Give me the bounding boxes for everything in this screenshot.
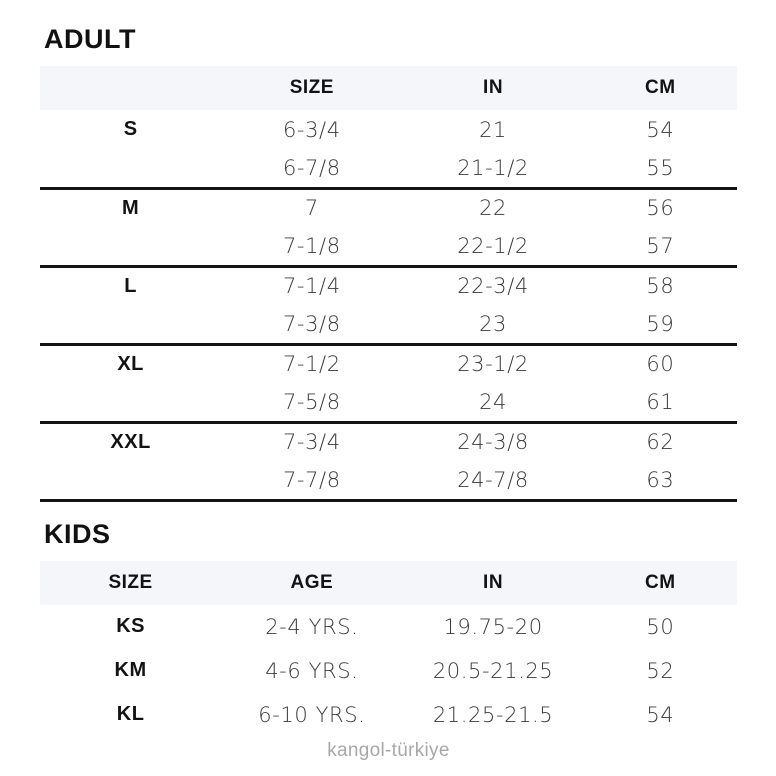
cell-cm: 56 [646,196,675,221]
size-label-kl: KL [116,703,145,725]
size-label-xxl: XXL [110,430,151,453]
cell-size: 6-3/4 [282,117,341,142]
size-label-xl: XL [117,352,144,375]
table-row [40,188,737,227]
cell-cm: 55 [584,149,737,188]
cell-size: 7-7/8 [221,461,402,500]
kids-header-in: IN [483,571,504,593]
cell-size: 6-7/8 [221,149,402,188]
cell-in: 19.75-20 [443,614,543,639]
cell-cm: 54 [646,117,675,142]
size-label-l: L [124,274,137,297]
adult-header-cm: CM [645,77,676,98]
cell-cm: 60 [646,352,675,377]
adult-header-blank [40,66,221,110]
cell-in: 24 [402,383,583,422]
table-row [40,693,737,737]
cell-cm: 62 [646,430,675,455]
cell-in: 22 [479,196,507,221]
cell-in: 22-3/4 [457,274,529,299]
cell-cm: 63 [584,461,737,500]
cell-age: 6-10 YRS. [258,702,366,727]
table-row [40,461,737,500]
size-label-blank [40,227,221,266]
site-watermark: kangol-türkiye [327,739,450,761]
cell-size: 7-1/8 [221,227,402,266]
size-label-s: S [123,118,138,140]
size-label-m: M [122,196,140,219]
cell-in: 21 [479,117,507,142]
adult-header-size: SIZE [289,77,334,98]
table-row [40,383,737,422]
cell-cm: 59 [584,305,737,344]
cell-cm: 57 [584,227,737,266]
size-label-km: KM [114,659,147,681]
cell-in: 21-1/2 [402,149,583,188]
kids-header-age: AGE [290,571,334,593]
cell-age: 4-6 YRS. [265,658,359,683]
cell-age: 2-4 YRS. [265,614,359,639]
table-row [40,266,737,305]
table-row [40,227,737,266]
cell-in: 21.25-21.5 [432,702,554,727]
size-label-blank [40,149,221,188]
table-row [40,605,737,649]
cell-in: 23-1/2 [457,352,529,377]
cell-size: 7-1/2 [282,352,341,377]
cell-cm: 61 [584,383,737,422]
kids-section-title: KIDS [44,518,111,549]
size-label-blank [40,461,221,500]
cell-size: 7-3/8 [221,305,402,344]
table-row [40,649,737,693]
cell-cm: 50 [646,614,675,639]
cell-cm: 58 [646,274,675,299]
kids-table-header [40,561,737,605]
table-row [40,305,737,344]
size-label-blank [40,383,221,422]
adult-table-header [40,66,737,110]
adult-header-in: IN [483,77,504,98]
size-label-ks: KS [116,615,145,637]
table-row [40,422,737,461]
cell-size: 7-5/8 [221,383,402,422]
cell-in: 24-3/8 [457,430,529,455]
table-row [40,344,737,383]
cell-cm: 54 [646,702,675,727]
table-row [40,110,737,149]
adult-size-table [40,66,737,502]
cell-in: 22-1/2 [402,227,583,266]
cell-size: 7-3/4 [282,430,341,455]
cell-in: 23 [402,305,583,344]
cell-cm: 52 [646,658,675,683]
table-row [40,149,737,188]
cell-in: 20.5-21.25 [432,658,554,683]
adult-section-title: ADULT [44,24,136,54]
kids-header-cm: CM [645,571,676,593]
size-label-blank [40,305,221,344]
cell-size: 7-1/4 [282,274,341,299]
cell-in: 24-7/8 [402,461,583,500]
cell-size: 7 [304,196,319,221]
kids-size-table [40,561,737,737]
kids-header-size: SIZE [108,571,153,593]
